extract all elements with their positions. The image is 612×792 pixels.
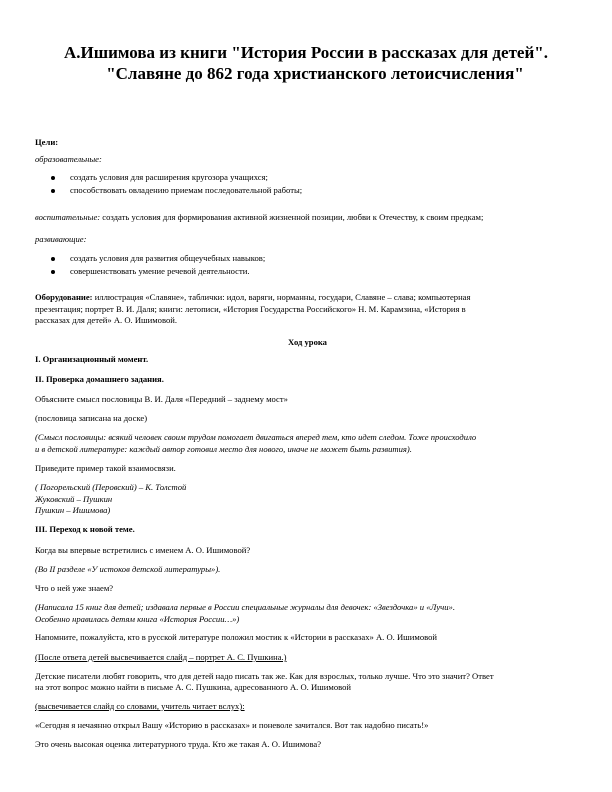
list-item: создать условия для расширения кругозора учащихся; bbox=[35, 172, 302, 185]
equipment-line-1: Оборудование: иллюстрация «Славяне», таблички: идол, варяги, норманны, государи, Славяне – слава; компьютерная bbox=[35, 292, 471, 302]
lesson-heading: Ход урока bbox=[288, 337, 327, 347]
section-3-heading: III. Переход к новой теме. bbox=[35, 524, 135, 534]
developing-label: развивающие: bbox=[35, 234, 87, 244]
equipment-line-2: презентация; портрет В. И. Даля; книги: летописи, «История Государства Российского» Н. М. Карамзина, «История в bbox=[35, 304, 466, 314]
answer-1: (Во II разделе «У истоков детской литературы»). bbox=[35, 564, 221, 574]
proverb-note: (пословица записана на доске) bbox=[35, 413, 148, 423]
goals-heading: Цели: bbox=[35, 137, 59, 147]
author-pair: Жуковский – Пушкин bbox=[35, 494, 113, 504]
educational-label: образовательные: bbox=[35, 154, 102, 164]
section-2-heading: II. Проверка домашнего задания. bbox=[35, 374, 164, 384]
equipment-line-3: рассказах для детей» А. О. Ишимовой. bbox=[35, 315, 178, 325]
bullet-icon bbox=[51, 270, 55, 274]
proverb-question: Объясните смысл пословицы В. И. Даля «Передний – заднему мост» bbox=[35, 394, 288, 404]
bullet-icon bbox=[51, 189, 55, 193]
paragraph-5-line-1: Детские писатели любят говорить, что для детей надо писать так же. Как для взрослых, только лучше. Что это значит? Ответ bbox=[35, 671, 494, 681]
educational-list bbox=[35, 172, 302, 198]
pushkin-quote: «Сегодня я нечаянно открыл Вашу «Историю в рассказах» и поневоле зачитался. Вот так надобно писать!» bbox=[35, 720, 429, 730]
list-item: способствовать овладению приемам последовательной работы; bbox=[35, 185, 302, 198]
section-1-heading: I. Организационный момент. bbox=[35, 354, 149, 364]
question-2: Что о ней уже знаем? bbox=[35, 583, 114, 593]
example-prompt: Приведите пример такой взаимосвязи. bbox=[35, 463, 176, 473]
closing-question: Это очень высокая оценка литературного труда. Кто же такая А. О. Ишимова? bbox=[35, 739, 322, 749]
bullet-icon bbox=[51, 257, 55, 261]
list-item: создать условия для развития общеучебных навыков; bbox=[35, 253, 265, 266]
author-pair: Пушкин – Ишимова) bbox=[35, 505, 111, 515]
author-pair: ( Погорельский (Перовский) – К. Толстой bbox=[35, 482, 187, 492]
title-line-1: А.Ишимова из книги "История России в рассказах для детей". bbox=[64, 43, 548, 62]
slide-note-2: (высвечивается слайд со словами, учитель читает вслух): bbox=[35, 701, 245, 711]
proverb-meaning-line-2: и в детской литературе: каждый автор готовил место для нового, иначе не может быть развития). bbox=[35, 444, 412, 454]
list-item: совершенствовать умение речевой деятельности. bbox=[35, 266, 265, 279]
answer-2-line-2: Особенно нравилась детям книга «История России…») bbox=[35, 614, 240, 624]
paragraph-5-line-2: на этот вопрос можно найти в письме А. С. Пушкина, адресованного А. О. Ишимовой bbox=[35, 682, 352, 692]
bullet-icon bbox=[51, 176, 55, 180]
developing-list bbox=[35, 253, 265, 279]
title-line-2: "Славяне до 862 года христианского летоисчисления" bbox=[106, 64, 524, 83]
proverb-meaning-line-1: (Смысл пословицы: всякий человек своим трудом помогает двигаться вперед тем, кто идет следом. Тоже происходило bbox=[35, 432, 477, 442]
slide-note-1: (После ответа детей высвечивается слайд – портрет А. С. Пушкина.) bbox=[35, 652, 287, 662]
upbringing-paragraph: воспитательные: создать условия для формирования активной жизненной позиции, любви к Отечеству, к своим предкам; bbox=[35, 212, 484, 222]
question-3: Напомните, пожалуйста, кто в русской литературе положил мостик к «Истории в рассказах» А. О. Ишимовой bbox=[35, 632, 438, 642]
question-1: Когда вы впервые встретились с именем А. О. Ишимовой? bbox=[35, 545, 251, 555]
answer-2-line-1: (Написала 15 книг для детей; издавала первые в России специальные журналы для девочек: «Звездочка» и «Лучи». bbox=[35, 602, 455, 612]
